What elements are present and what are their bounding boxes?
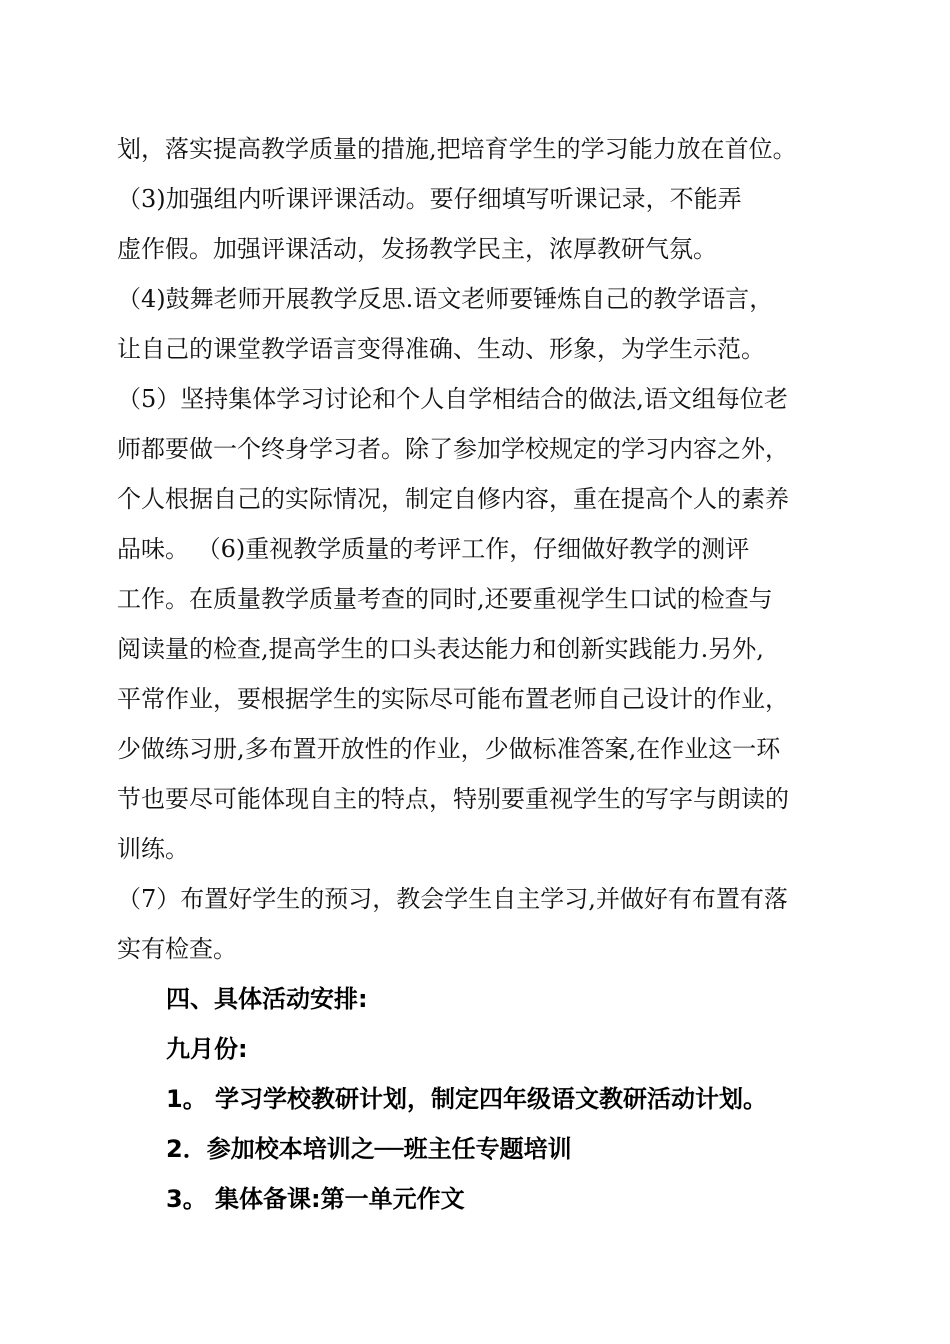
body-line-5: 让自己的课堂教学语言变得准确、生动、形象，为学生示范。	[117, 335, 765, 363]
section-heading: 四、具体活动安排:	[166, 985, 368, 1013]
body-line-12: 平常作业，要根据学生的实际尽可能布置老师自己设计的作业，	[117, 685, 789, 713]
list-item: 2．参加校本培训之──班主任专题培训	[166, 1135, 572, 1163]
body-line-8: 个人根据自己的实际情况，制定自修内容，重在提高个人的素养	[117, 485, 789, 513]
body-line-1: 划，落实提高教学质量的措施,把培育学生的学习能力放在首位。	[117, 135, 797, 163]
body-line-10: 工作。在质量教学质量考查的同时,还要重视学生口试的检查与	[117, 585, 773, 613]
body-line-16: （7）布置好学生的预习，教会学生自主学习,并做好有布置有落	[117, 885, 788, 913]
body-line-15: 训练。	[117, 835, 189, 863]
body-line-9: 品味。 （6)重视教学质量的考评工作，仔细做好教学的测评	[117, 535, 750, 563]
body-line-17: 实有检查。	[117, 935, 237, 963]
list-item: 1。 学习学校教研计划，制定四年级语文教研活动计划。	[166, 1085, 768, 1113]
body-line-4: （4)鼓舞老师开展教学反思.语文老师要锤炼自己的教学语言，	[117, 285, 774, 313]
body-line-13: 少做练习册,多布置开放性的作业，少做标准答案,在作业这一环	[117, 735, 781, 763]
body-line-14: 节也要尽可能体现自主的特点，特别要重视学生的写字与朗读的	[117, 785, 789, 813]
body-line-7: 师都要做一个终身学习者。除了参加学校规定的学习内容之外，	[117, 435, 789, 463]
body-line-6: （5）坚持集体学习讨论和个人自学相结合的做法,语文组每位老	[117, 385, 788, 413]
list-item: 3。 集体备课:第一单元作文	[166, 1185, 465, 1213]
body-line-3: 虚作假。加强评课活动，发扬教学民主，浓厚教研气氛。	[117, 235, 717, 263]
body-line-11: 阅读量的检查,提高学生的口头表达能力和创新实践能力.另外,	[117, 635, 764, 663]
month-label: 九月份:	[166, 1035, 248, 1063]
body-line-2: （3)加强组内听课评课活动。要仔细填写听课记录，不能弄	[117, 185, 742, 213]
